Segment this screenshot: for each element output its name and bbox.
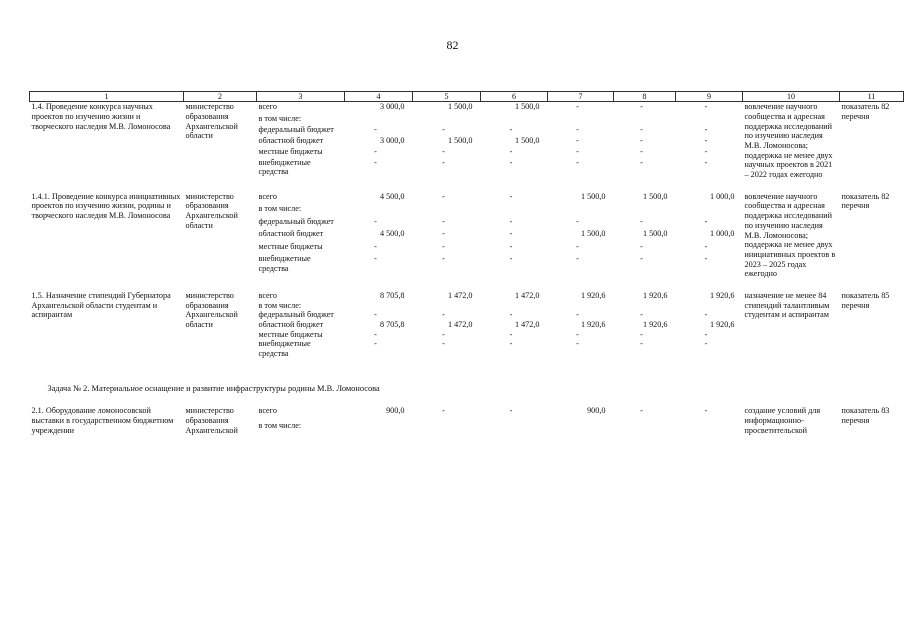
funding-value: - xyxy=(576,329,579,339)
funding-value: - xyxy=(442,339,445,349)
funding-value xyxy=(413,204,481,216)
funding-value: - xyxy=(442,329,445,339)
funding-value: - xyxy=(704,241,708,251)
funding-value xyxy=(676,301,743,311)
funding-row xyxy=(30,406,904,421)
funding-value: - xyxy=(704,339,708,349)
funding-source: местные бюджеты xyxy=(258,146,323,156)
funding-value: - xyxy=(704,157,708,167)
funding-value: - xyxy=(374,146,377,156)
funding-value: 1 920,6 xyxy=(642,319,668,329)
funding-source: в том числе: xyxy=(258,420,302,430)
funding-value: - xyxy=(509,241,513,251)
funding-source: внебюджетные средства xyxy=(258,157,311,177)
funding-source: федеральный бюджет xyxy=(258,124,334,134)
funding-value: 1 500,0 xyxy=(514,135,540,145)
task-heading: Задача № 2. Материальное оснащение и развитие инфраструктуры родины М.В. Ломоносова xyxy=(47,383,380,393)
funding-value xyxy=(614,421,676,436)
executor-cell: министерство образования Архангельской области xyxy=(185,102,238,141)
funding-value: - xyxy=(640,135,643,145)
measure-name: 1.4.1. Проведение конкурса инициативных проектов по изучению жизни, родины и творческого наследия М.В. Ломоносова xyxy=(31,191,181,221)
funding-value: - xyxy=(509,406,513,416)
funding-value xyxy=(413,301,481,311)
column-number-cell: 9 xyxy=(676,92,743,102)
funding-value: 8 705,8 xyxy=(379,290,405,300)
funding-value: - xyxy=(374,216,377,226)
funding-source: областной бюджет xyxy=(258,229,324,239)
funding-value: - xyxy=(442,253,445,263)
funding-value: 1 000,0 xyxy=(709,229,735,239)
column-number-cell: 2 xyxy=(184,92,257,102)
funding-value: - xyxy=(509,253,513,263)
expected-result: вовлечение научного сообщества и адресная поддержка исследований по изучению наследия М.В. Ломоносова; поддержка не менее двух научных проектов в 2021 – 2022 годах ежегодно xyxy=(744,102,833,180)
funding-value: - xyxy=(704,253,708,263)
funding-value xyxy=(345,421,413,436)
funding-value: - xyxy=(442,191,445,201)
funding-value: 1 920,6 xyxy=(709,290,735,300)
funding-value: 1 500,0 xyxy=(447,135,473,145)
funding-value: - xyxy=(640,102,643,112)
funding-value xyxy=(413,421,481,436)
column-number-cell: 7 xyxy=(548,92,614,102)
funding-row xyxy=(30,102,904,114)
funding-source: всего xyxy=(258,191,277,201)
funding-value: 4 500,0 xyxy=(379,229,405,239)
funding-value xyxy=(548,114,614,125)
funding-source: в том числе: xyxy=(258,300,302,310)
funding-value xyxy=(676,204,743,216)
funding-value: - xyxy=(640,146,643,156)
funding-value: - xyxy=(442,229,445,239)
funding-value: - xyxy=(640,406,643,416)
funding-value xyxy=(345,204,413,216)
funding-value: 1 500,0 xyxy=(642,191,668,201)
funding-value: 1 000,0 xyxy=(709,191,735,201)
funding-value xyxy=(481,204,548,216)
funding-value: - xyxy=(576,102,579,112)
funding-value: - xyxy=(442,310,445,320)
funding-source: федеральный бюджет xyxy=(258,310,334,320)
funding-value: - xyxy=(704,310,708,320)
funding-value xyxy=(614,204,676,216)
column-number-cell: 8 xyxy=(614,92,676,102)
funding-value: - xyxy=(640,310,643,320)
column-number-cell: 4 xyxy=(345,92,413,102)
funding-value: - xyxy=(374,124,377,134)
funding-value: - xyxy=(374,253,377,263)
funding-value xyxy=(614,301,676,311)
spacer-row xyxy=(30,359,904,371)
column-number-cell: 3 xyxy=(257,92,345,102)
funding-value: - xyxy=(576,146,579,156)
funding-value: 1 920,6 xyxy=(580,319,606,329)
funding-source: всего xyxy=(258,102,277,112)
funding-value: - xyxy=(509,157,513,167)
measure-name: 1.4. Проведение конкурса научных проектов по изучению жизни и творческого наследия М.В. Ломоносова xyxy=(31,102,171,131)
funding-value: - xyxy=(576,157,579,167)
funding-value: 1 920,6 xyxy=(580,290,606,300)
funding-value xyxy=(413,114,481,125)
spacer-cell xyxy=(30,180,904,192)
funding-row xyxy=(30,291,904,301)
funding-value: - xyxy=(704,135,708,145)
funding-value: - xyxy=(640,329,643,339)
funding-value xyxy=(345,301,413,311)
funding-value: - xyxy=(374,339,377,349)
funding-value: 1 472,0 xyxy=(447,290,473,300)
funding-value: - xyxy=(509,310,513,320)
funding-value: 1 920,6 xyxy=(642,290,668,300)
page-number: 82 xyxy=(446,38,459,52)
funding-value: - xyxy=(509,229,513,239)
executor-cell: министерство образования Архангельской xyxy=(185,406,238,435)
funding-source: областной бюджет xyxy=(258,319,324,329)
funding-value: - xyxy=(374,157,377,167)
column-number-cell: 5 xyxy=(413,92,481,102)
funding-source: в том числе: xyxy=(258,113,302,123)
funding-value: 3 000,0 xyxy=(379,135,405,145)
funding-value: - xyxy=(509,329,513,339)
spacer-row xyxy=(30,180,904,192)
funding-value: - xyxy=(704,102,708,112)
task-heading-row xyxy=(30,371,904,407)
funding-value xyxy=(481,421,548,436)
funding-value: - xyxy=(509,124,513,134)
funding-value: - xyxy=(374,329,377,339)
funding-value: - xyxy=(704,406,708,416)
column-number-cell: 6 xyxy=(481,92,548,102)
funding-value: - xyxy=(640,216,643,226)
funding-value: 900,0 xyxy=(386,406,405,416)
funding-value xyxy=(548,421,614,436)
funding-value: 1 920,6 xyxy=(709,319,735,329)
expected-result: назначение не менее 84 стипендий талантливым студентам и аспирантам xyxy=(744,290,830,320)
funding-value xyxy=(676,114,743,125)
funding-value: 1 472,0 xyxy=(514,290,540,300)
funding-value: - xyxy=(640,157,643,167)
funding-value: 1 500,0 xyxy=(447,102,473,112)
funding-value: - xyxy=(442,216,445,226)
funding-value: 900,0 xyxy=(587,406,606,416)
funding-source: в том числе: xyxy=(258,204,302,214)
funding-value: - xyxy=(509,339,513,349)
funding-value xyxy=(345,114,413,125)
executor-cell: министерство образования Архангельской области xyxy=(185,290,238,329)
funding-value xyxy=(548,301,614,311)
funding-value: - xyxy=(509,216,513,226)
funding-value: - xyxy=(576,124,579,134)
funding-value: - xyxy=(442,157,445,167)
funding-value xyxy=(548,204,614,216)
funding-source: местные бюджеты xyxy=(258,241,323,251)
funding-value: - xyxy=(640,241,643,251)
executor-cell: министерство образования Архангельской области xyxy=(185,191,238,230)
funding-value: - xyxy=(704,329,708,339)
funding-value xyxy=(676,421,743,436)
funding-value: - xyxy=(576,253,579,263)
column-number-cell: 11 xyxy=(840,92,904,102)
funding-value: - xyxy=(509,146,513,156)
funding-source: всего xyxy=(258,290,277,300)
funding-value: 1 500,0 xyxy=(580,191,606,201)
expected-result: вовлечение научного сообщества и адресная поддержка исследований по изучению наследия М.В. Ломоносова; поддержка не менее двух инициативных проектов в 2023 – 2025 годах ежегодно xyxy=(744,191,836,279)
funding-value: 1 472,0 xyxy=(514,319,540,329)
funding-source: областной бюджет xyxy=(258,135,324,145)
spacer-row xyxy=(30,279,904,291)
funding-value: 1 472,0 xyxy=(447,319,473,329)
funding-value: - xyxy=(576,135,579,145)
funding-value: - xyxy=(374,241,377,251)
column-number-row xyxy=(30,92,904,102)
funding-value: - xyxy=(640,124,643,134)
funding-source: внебюджетные средства xyxy=(258,339,311,358)
funding-value xyxy=(481,114,548,125)
indicator-ref: показатель 83 перечня xyxy=(841,406,890,426)
funding-value: - xyxy=(442,406,445,416)
funding-value: 1 500,0 xyxy=(580,229,606,239)
funding-value: - xyxy=(442,146,445,156)
spacer-cell xyxy=(30,359,904,371)
measure-name: 2.1. Оборудование ломоносовской выставки в государственном бюджетном учреждении xyxy=(31,406,174,435)
funding-value: 8 705,8 xyxy=(379,319,405,329)
expected-result: создание условий для информационно-просветительской xyxy=(744,406,821,435)
funding-value: - xyxy=(704,146,708,156)
funding-value: - xyxy=(640,339,643,349)
funding-value xyxy=(614,114,676,125)
column-number-cell: 10 xyxy=(743,92,840,102)
funding-source: внебюджетные средства xyxy=(258,253,311,273)
funding-source: местные бюджеты xyxy=(258,329,323,339)
indicator-ref: показатель 82 перечня xyxy=(841,102,890,122)
funding-value: - xyxy=(576,241,579,251)
funding-value: 1 500,0 xyxy=(514,102,540,112)
indicator-ref: показатель 82 перечня xyxy=(841,191,890,211)
funding-source: федеральный бюджет xyxy=(258,216,334,226)
funding-value: - xyxy=(704,124,708,134)
funding-value: - xyxy=(442,241,445,251)
funding-source: всего xyxy=(258,406,277,416)
funding-value: - xyxy=(576,339,579,349)
funding-value: - xyxy=(374,310,377,320)
funding-value: - xyxy=(576,310,579,320)
column-number-cell: 1 xyxy=(30,92,184,102)
funding-value: 3 000,0 xyxy=(379,102,405,112)
program-table xyxy=(29,91,904,435)
funding-value: 1 500,0 xyxy=(642,229,668,239)
indicator-ref: показатель 85 перечня xyxy=(841,290,890,310)
funding-value xyxy=(481,301,548,311)
funding-row xyxy=(30,192,904,204)
funding-value: - xyxy=(509,191,513,201)
funding-value: - xyxy=(442,124,445,134)
measure-name: 1.5. Назначение стипендий Губернатора Архангельской области студентам и аспирантам xyxy=(31,290,171,320)
funding-value: - xyxy=(704,216,708,226)
funding-value: 4 500,0 xyxy=(379,191,405,201)
spacer-cell xyxy=(30,279,904,291)
funding-value: - xyxy=(640,253,643,263)
funding-value: - xyxy=(576,216,579,226)
